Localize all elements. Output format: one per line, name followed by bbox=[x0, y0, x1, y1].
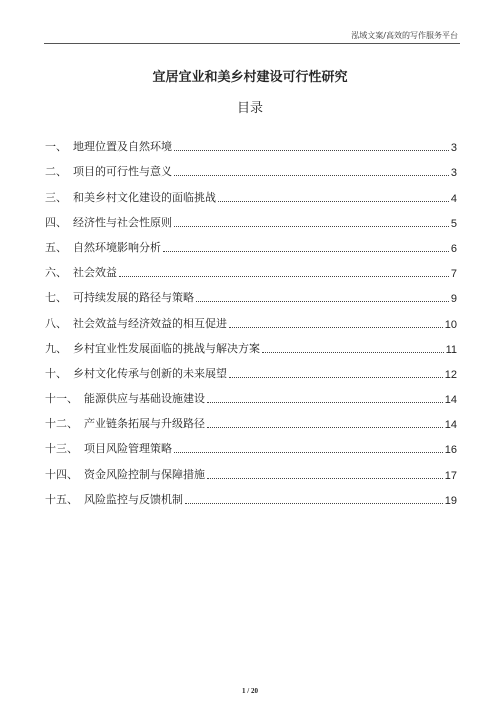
toc-entry[interactable] bbox=[45, 356, 457, 381]
toc-entry[interactable] bbox=[45, 381, 457, 406]
toc-leader-dots bbox=[262, 352, 444, 353]
toc-heading: 目录 bbox=[236, 101, 263, 116]
table-of-contents bbox=[45, 129, 457, 507]
toc-entry-title: 和美乡村文化建设的面临挑战 bbox=[73, 190, 216, 204]
toc-entry[interactable] bbox=[45, 179, 457, 204]
toc-leader-dots bbox=[185, 503, 443, 504]
toc-entry[interactable] bbox=[45, 129, 457, 154]
toc-entry-number: 十四、 bbox=[45, 467, 78, 481]
toc-entry[interactable] bbox=[45, 280, 457, 305]
toc-entry-title: 地理位置及自然环境 bbox=[73, 140, 172, 154]
header-divider bbox=[44, 43, 460, 44]
toc-entry-title: 风险监控与反馈机制 bbox=[84, 492, 183, 506]
toc-entry-number: 六、 bbox=[45, 266, 67, 280]
toc-entry-number: 十三、 bbox=[45, 442, 78, 456]
toc-entry-page: 17 bbox=[444, 469, 457, 482]
toc-leader-dots bbox=[196, 301, 449, 302]
toc-entry-title: 自然环境影响分析 bbox=[73, 240, 161, 254]
toc-entry-number: 四、 bbox=[45, 215, 67, 229]
toc-entry[interactable] bbox=[45, 154, 457, 179]
toc-leader-dots bbox=[119, 276, 449, 277]
page-number-indicator: 1 / 20 bbox=[242, 687, 258, 695]
toc-entry-page: 6 bbox=[450, 242, 457, 255]
toc-entry-number: 二、 bbox=[45, 165, 67, 179]
toc-entry-number: 九、 bbox=[45, 341, 67, 355]
toc-entry[interactable] bbox=[45, 305, 457, 330]
toc-entry-page: 12 bbox=[444, 368, 457, 381]
toc-entry-page: 3 bbox=[450, 142, 457, 155]
toc-entry-title: 社会效益 bbox=[73, 266, 117, 280]
toc-leader-dots bbox=[207, 427, 443, 428]
toc-entry-title: 可持续发展的路径与策略 bbox=[73, 291, 194, 305]
header-text: 泓域文案/高效的写作服务平台 bbox=[351, 31, 458, 40]
toc-leader-dots bbox=[163, 251, 449, 252]
toc-entry[interactable] bbox=[45, 230, 457, 255]
toc-entry[interactable] bbox=[45, 456, 457, 481]
toc-leader-dots bbox=[174, 150, 449, 151]
toc-entry-page: 14 bbox=[444, 419, 457, 432]
toc-entry-page: 3 bbox=[450, 167, 457, 180]
toc-entry-number: 一、 bbox=[45, 140, 67, 154]
toc-entry-number: 十五、 bbox=[45, 492, 78, 506]
toc-leader-dots bbox=[174, 452, 443, 453]
toc-entry-title: 项目的可行性与意义 bbox=[73, 165, 172, 179]
toc-entry[interactable] bbox=[45, 205, 457, 230]
toc-entry-title: 产业链条拓展与升级路径 bbox=[84, 417, 205, 431]
toc-leader-dots bbox=[207, 478, 443, 479]
toc-leader-dots bbox=[229, 327, 443, 328]
toc-entry-title: 能源供应与基础设施建设 bbox=[84, 392, 205, 406]
toc-entry-page: 16 bbox=[444, 444, 457, 457]
toc-entry-title: 乡村宜业性发展面临的挑战与解决方案 bbox=[73, 341, 260, 355]
toc-entry[interactable] bbox=[45, 482, 457, 507]
toc-leader-dots bbox=[218, 201, 449, 202]
toc-entry-title: 项目风险管理策略 bbox=[84, 442, 172, 456]
toc-entry-page: 9 bbox=[450, 293, 457, 306]
toc-entry-number: 十、 bbox=[45, 366, 67, 380]
toc-entry-number: 三、 bbox=[45, 190, 67, 204]
toc-entry-number: 八、 bbox=[45, 316, 67, 330]
toc-entry-title: 乡村文化传承与创新的未来展望 bbox=[73, 366, 227, 380]
toc-entry-title: 资金风险控制与保障措施 bbox=[84, 467, 205, 481]
toc-entry-number: 十二、 bbox=[45, 417, 78, 431]
toc-entry-page: 11 bbox=[445, 343, 457, 356]
toc-entry-number: 十一、 bbox=[45, 392, 78, 406]
toc-leader-dots bbox=[174, 175, 449, 176]
toc-entry-page: 7 bbox=[450, 268, 457, 281]
document-title: 宜居宜业和美乡村建设可行性研究 bbox=[152, 70, 348, 85]
toc-entry-page: 5 bbox=[450, 217, 457, 230]
toc-entry-page: 14 bbox=[444, 394, 457, 407]
toc-entry[interactable] bbox=[45, 255, 457, 280]
toc-entry[interactable] bbox=[45, 406, 457, 431]
toc-entry-page: 4 bbox=[450, 192, 457, 205]
toc-entry-number: 五、 bbox=[45, 240, 67, 254]
toc-entry-number: 七、 bbox=[45, 291, 67, 305]
toc-entry-page: 10 bbox=[444, 318, 457, 331]
toc-entry[interactable] bbox=[45, 331, 457, 356]
toc-entry-page: 19 bbox=[444, 494, 457, 507]
toc-entry-title: 社会效益与经济效益的相互促进 bbox=[73, 316, 227, 330]
toc-leader-dots bbox=[174, 226, 449, 227]
toc-leader-dots bbox=[229, 377, 443, 378]
toc-entry[interactable] bbox=[45, 431, 457, 456]
toc-leader-dots bbox=[207, 402, 443, 403]
toc-entry-title: 经济性与社会性原则 bbox=[73, 215, 172, 229]
